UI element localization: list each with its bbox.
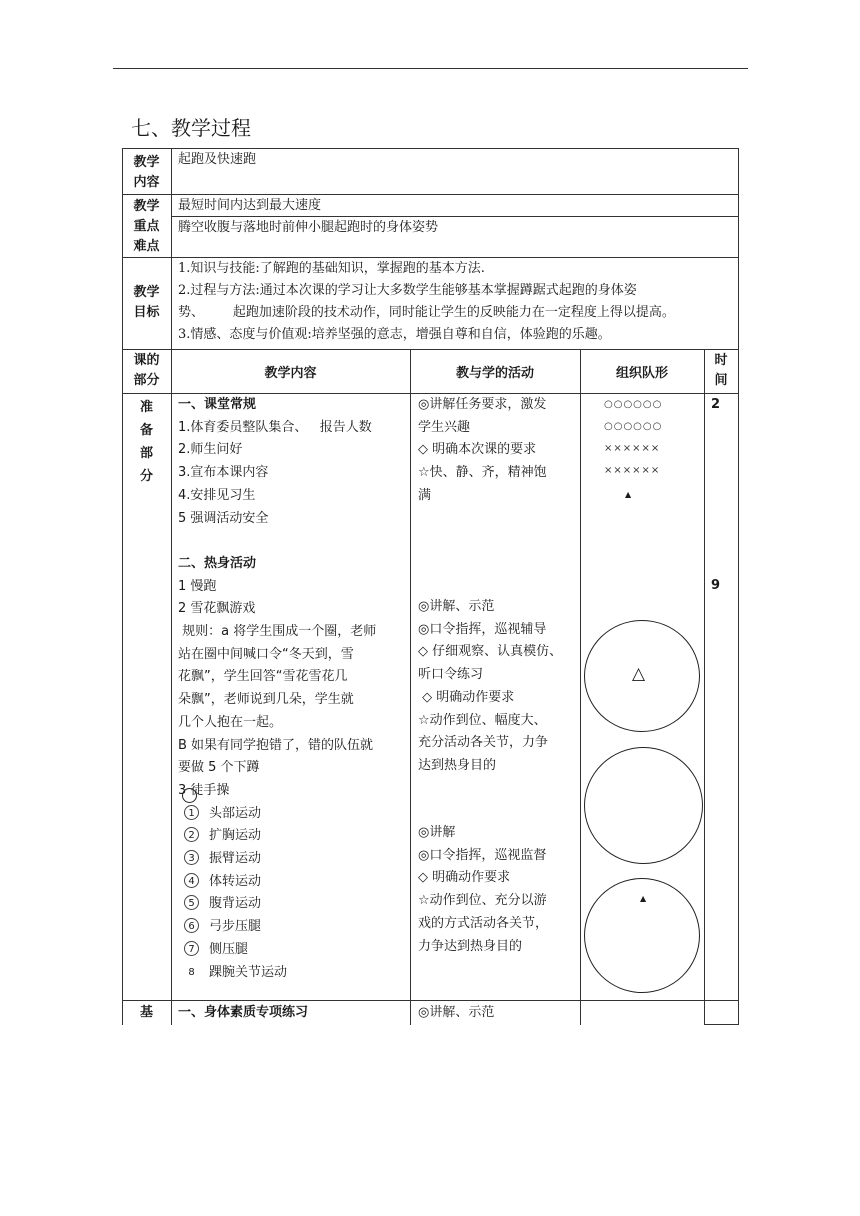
time-value: 9 bbox=[711, 578, 721, 593]
list-item: 4 体转运动 bbox=[184, 871, 376, 894]
teacher-triangle-icon: △ bbox=[632, 664, 646, 684]
column-header-activity: 教与学的活动 bbox=[455, 366, 534, 381]
goal-label: 教学目标 bbox=[133, 285, 160, 320]
difficult-text: 腾空收腹与落地时前伸小腿起跑时的身体姿势 bbox=[178, 220, 439, 235]
column-header-time: 时间 bbox=[714, 353, 728, 388]
goal-line: 势、 起跑加速阶段的技术动作，同时能让学生的反映能力在一定程度上得以提高。 bbox=[178, 305, 675, 320]
section-heading: 七、教学过程 bbox=[131, 116, 251, 140]
header-rule bbox=[113, 68, 748, 69]
exercise-list bbox=[178, 803, 376, 985]
content-label: 教学内容 bbox=[133, 155, 160, 190]
list-item: 1 头部运动 bbox=[184, 803, 376, 826]
difficult-label: 难点 bbox=[133, 239, 160, 254]
goal-line: 1.知识与技能:了解跑的基础知识，掌握跑的基本方法. bbox=[178, 261, 485, 276]
formation-row-students: ○○○○○○ bbox=[604, 399, 663, 410]
column-header-formation: 组织队形 bbox=[615, 366, 668, 381]
formation-row-students: ×××××× bbox=[604, 443, 661, 454]
list-item: 2 扩胸运动 bbox=[184, 825, 376, 848]
goal-line: 3.情感、态度与价值观:培养坚强的意志，增强自尊和自信，体验跑的乐趣。 bbox=[178, 327, 611, 342]
basic-activity: ◎讲解、示范 bbox=[418, 1005, 495, 1020]
list-item: 5 腹背运动 bbox=[184, 893, 376, 916]
column-header-content: 教学内容 bbox=[264, 366, 317, 381]
list-item: 6 弓步压腿 bbox=[184, 916, 376, 939]
formation-row-students: ○○○○○○ bbox=[604, 421, 663, 432]
stray-circle-icon bbox=[182, 788, 197, 803]
key-text: 最短时间内达到最大速度 bbox=[178, 198, 322, 213]
goal-line: 2.过程与方法:通过本次课的学习让大多数学生能够基本掌握蹲踞式起跑的身体姿 bbox=[178, 283, 637, 298]
column-header-part: 课的部分 bbox=[133, 353, 160, 388]
part-label-basic: 基 bbox=[139, 1005, 153, 1020]
part-label-prep: 准 备 部 分 bbox=[139, 400, 153, 484]
basic-content: 一、身体素质专项练习 bbox=[178, 1005, 309, 1020]
key-label: 教学重点 bbox=[133, 199, 160, 234]
activities-block-2: ◎讲解、示范 ◎口令指挥，巡视辅导 ◇ 仔细观察、认真模仿、 听口令练习 ◇ 明确动作要求 ☆动作到位、幅度大、 充分活动各关节，力争 达到热身目的 bbox=[418, 599, 563, 773]
prep-content: 一、课堂常规 1.体育委员整队集合、 报告人数 2.师生问好 3.宣布本课内容 4.安排见习生 5 强调活动安全 二、热身活动 1 慢跑 2 雪花飘游戏 规则：a 将学生围成一个圈，老师 站在圈中间喊口令“冬天到，雪 花飘”，学生回答“雪花雪花几 朵飘”，老师说到几朵，学生就 几个人抱在一起。 B 如果有同学抱错了，错的队伍就 要做 5 个下蹲 3 徒手操 1 头部运动 2 扩胸运动 3 振臂运动 4 体转运动 5 腹背运动 6 弓步压腿 7 侧压腿 8 踝腕关节运动 bbox=[178, 394, 376, 984]
teacher-marker-icon: ▲ bbox=[625, 490, 632, 499]
list-item: 8 踝腕关节运动 bbox=[188, 964, 288, 980]
activities-block-1: ◎讲解任务要求，激发 学生兴趣 ◇ 明确本次课的要求 ☆快、静、齐，精神饱 满 bbox=[418, 397, 547, 503]
activities-block-3: ◎讲解 ◎口令指挥，巡视监督 ◇ 明确动作要求 ☆动作到位、充分以游 戏的方式活动各关节， 力争达到热身目的 bbox=[418, 825, 549, 954]
formation-rows bbox=[604, 394, 662, 482]
list-item: 7 侧压腿 bbox=[184, 939, 376, 962]
formation-circle bbox=[584, 747, 703, 864]
formation-row-students: ×××××× bbox=[604, 465, 661, 476]
time-value: 2 bbox=[711, 397, 721, 412]
teacher-marker-icon: ▲ bbox=[640, 894, 647, 903]
list-item: 3 振臂运动 bbox=[184, 848, 376, 871]
content-text: 起跑及快速跑 bbox=[178, 152, 257, 167]
